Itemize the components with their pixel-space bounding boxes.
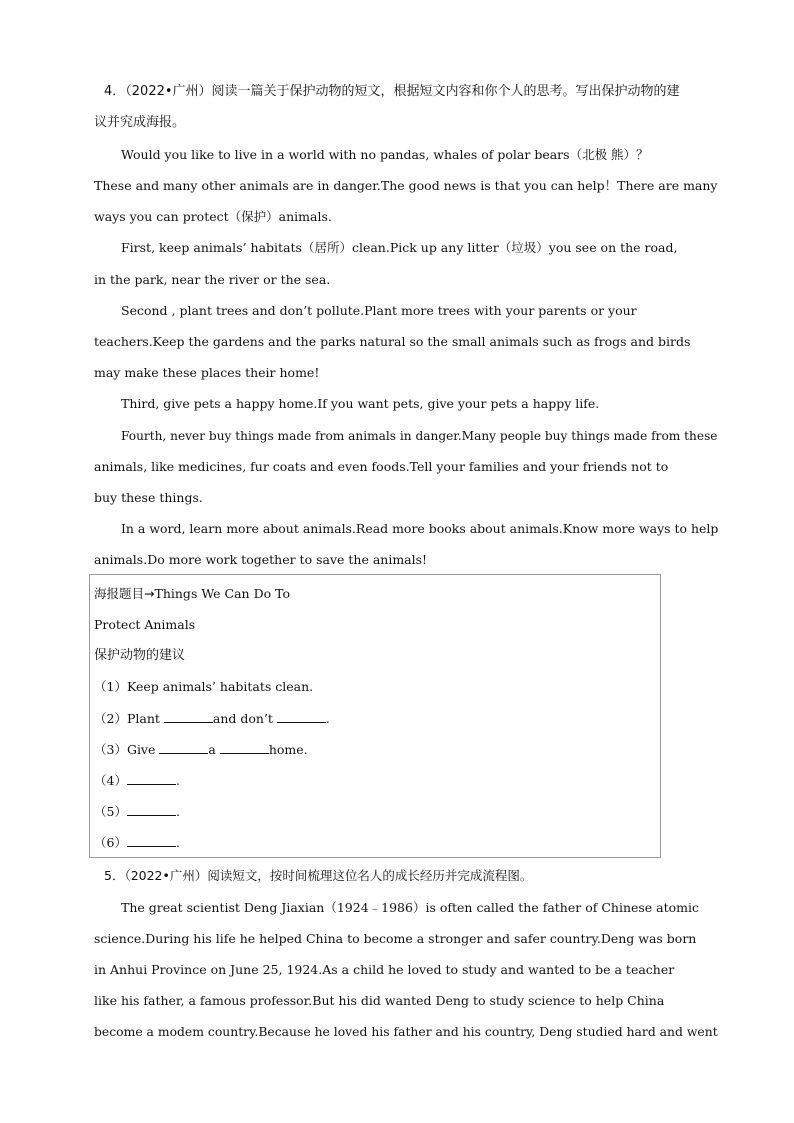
passage-line: ways you can protect（保护）animals. — [94, 209, 332, 224]
passage-line: Fourth, never buy things made from animals in danger.Many people buy things made from these — [121, 428, 718, 443]
passage-line: science.During his life he helped China to become a stronger and safer country.Deng was born — [94, 931, 697, 946]
answer-blank[interactable] — [127, 834, 176, 847]
question-instruction: 阅读短文，按时间梳理这位名人的成长经历并完成流程图。 — [207, 868, 533, 883]
passage-line: buy these things. — [94, 490, 203, 505]
poster-title-cont: Protect Animals — [94, 617, 196, 632]
question-source: （2022•广州） — [125, 84, 212, 99]
passage-line: teachers.Keep the gardens and the parks natural so the small animals such as frogs and birds — [94, 334, 691, 349]
passage-line: The great scientist Deng Jiaxian（1924﹣1986）is often called the father of Chinese atomic — [121, 900, 700, 915]
arrow-icon: → — [144, 586, 155, 601]
poster-title-row — [94, 586, 290, 602]
poster-item-1: （1）Keep animals’ habitats clean. — [94, 679, 314, 694]
answer-blank[interactable] — [164, 710, 213, 723]
answer-blank[interactable] — [220, 741, 269, 754]
passage-line: in the park, near the river or the sea. — [94, 272, 331, 287]
question-4-header — [104, 84, 680, 100]
poster-item-2: （2）Plant and don’t . — [94, 711, 330, 726]
passage-line: Would you like to live in a world with no pandas, whales of polar bears（北极 熊）？ — [121, 147, 649, 162]
answer-blank[interactable] — [159, 741, 208, 754]
passage-line: First, keep animals’ habitats（居所）clean.Pick up any litter（垃圾）you see on the road, — [121, 240, 678, 255]
answer-blank[interactable] — [127, 803, 176, 816]
poster-title-label: 海报题目 — [94, 586, 145, 601]
question-instruction-cont: 议并究成海报。 — [94, 115, 186, 130]
passage-line: Second , plant trees and don’t pollute.Plant more trees with your parents or your — [121, 303, 637, 318]
question-number: 5． — [104, 868, 125, 883]
passage-line: become a modem country.Because he loved his father and his country, Deng studied hard and went — [94, 1024, 718, 1039]
poster-item-6: （6） . — [94, 835, 180, 850]
question-instruction: 阅读一篇关于保护动物的短文，根据短文内容和你个人的思考。写出保护动物的建 — [211, 84, 680, 99]
answer-blank[interactable] — [127, 772, 176, 785]
passage-line: like his father, a famous professor.But his did wanted Deng to study science to help China — [94, 993, 665, 1008]
passage-line: animals, like medicines, fur coats and even foods.Tell your families and your friends not to — [94, 459, 669, 474]
poster-subtitle: 保护动物的建议 — [94, 648, 186, 663]
poster-item-5: （5） . — [94, 804, 180, 819]
answer-blank[interactable] — [277, 710, 326, 723]
question-source: （2022•广州） — [124, 868, 208, 883]
passage-line: in Anhui Province on June 25, 1924.As a child he loved to study and wanted to be a teacher — [94, 962, 675, 977]
passage-line: animals.Do more work together to save the animals! — [94, 552, 428, 567]
passage-line: Third, give pets a happy home.If you want pets, give your pets a happy life. — [121, 396, 600, 411]
question-5-header — [104, 868, 532, 884]
question-number: 4． — [104, 84, 126, 99]
passage-line: These and many other animals are in danger.The good news is that you can help！There are many — [94, 178, 718, 193]
poster-item-4: （4） . — [94, 773, 180, 788]
poster-title: Things We Can Do To — [154, 586, 290, 601]
passage-line: In a word, learn more about animals.Read more books about animals.Know more ways to help — [121, 521, 719, 536]
poster-item-3: （3）Give a home. — [94, 742, 308, 757]
passage-line: may make these places their home! — [94, 365, 320, 380]
